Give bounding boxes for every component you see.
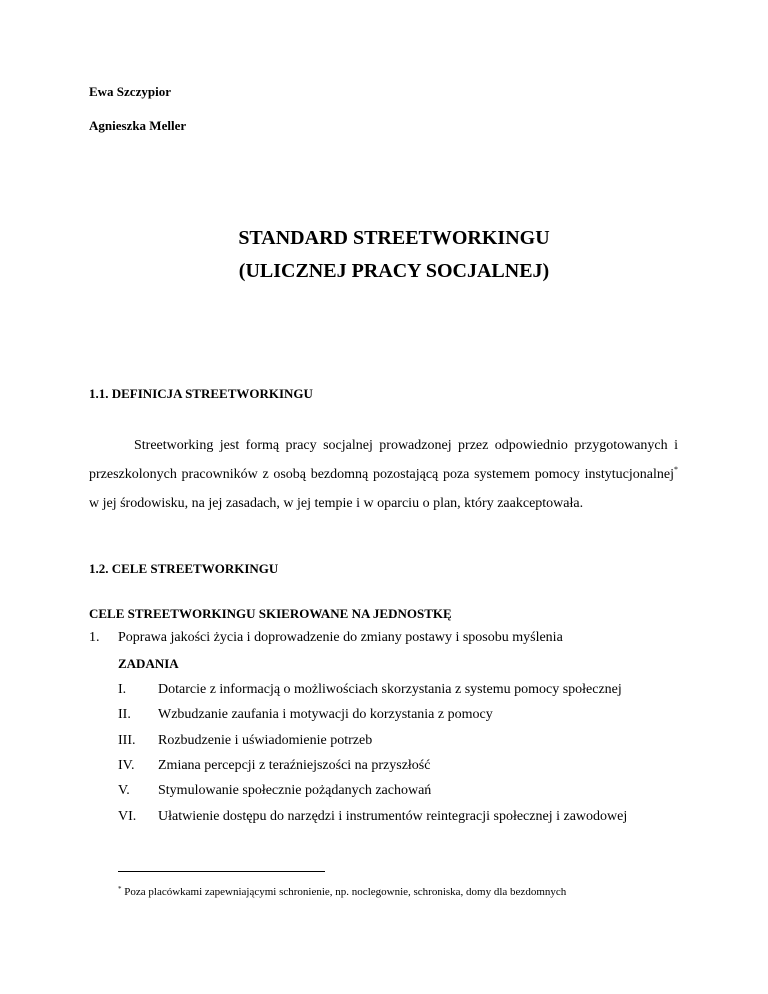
task-text: Stymulowanie społecznie pożądanych zachowań [158, 783, 432, 798]
task-number: V. [118, 783, 130, 798]
task-number: VI. [118, 809, 137, 824]
task-text: Ułatwienie dostępu do narzędzi i instrumentów reintegracji społecznej i zawodowej [158, 809, 628, 824]
section-heading-goals: 1.2. CELE STREETWORKINGU [89, 561, 279, 576]
author-name: Ewa Szczypior [89, 84, 171, 99]
task-number: III. [118, 733, 136, 748]
tasks-label: ZADANIA [118, 656, 179, 671]
goal-number: 1. [89, 630, 100, 645]
document-subtitle: (ULICZNEJ PRACY SOCJALNEJ) [238, 260, 550, 282]
footnote-divider [118, 871, 325, 872]
goal-text: Poprawa jakości życia i doprowadzenie do zmiany postawy i sposobu myślenia [118, 630, 563, 645]
definition-text-continued: w jej środowisku, na jej zasadach, w jej tempie i w oparciu o plan, który zaakceptowała. [89, 496, 584, 511]
task-text: Zmiana percepcji z teraźniejszości na przyszłość [158, 758, 431, 773]
definition-paragraph [89, 431, 678, 518]
author-name: Agnieszka Meller [89, 118, 187, 133]
section-heading-definition: 1.1. DEFINICJA STREETWORKINGU [89, 386, 313, 401]
task-text: Wzbudzanie zaufania i motywacji do korzystania z pomocy [158, 707, 493, 722]
task-number: II. [118, 707, 131, 722]
footnote [118, 886, 566, 898]
document-title: STANDARD STREETWORKINGU [238, 227, 550, 249]
footnote-mark: * [118, 885, 122, 893]
task-number: IV. [118, 758, 135, 773]
footnote-reference: * [674, 465, 678, 474]
task-number: I. [118, 682, 127, 697]
footnote-text: Poza placówkami zapewniającymi schronienie, np. noclegownie, schroniska, domy dla bezdomnych [121, 886, 567, 898]
subheading-individual-goals: CELE STREETWORKINGU SKIEROWANE NA JEDNOSTKĘ [89, 606, 452, 621]
task-text: Dotarcie z informacją o możliwościach skorzystania z systemu pomocy społecznej [158, 682, 622, 697]
definition-text: Streetworking jest formą pracy socjalnej prowadzonej przez odpowiednio przygotowanych i przeszkolonych pracowników z osobą bezdomną pozostającą poza systemem pomocy instytucjonalnej [89, 438, 678, 482]
task-text: Rozbudzenie i uświadomienie potrzeb [158, 733, 373, 748]
